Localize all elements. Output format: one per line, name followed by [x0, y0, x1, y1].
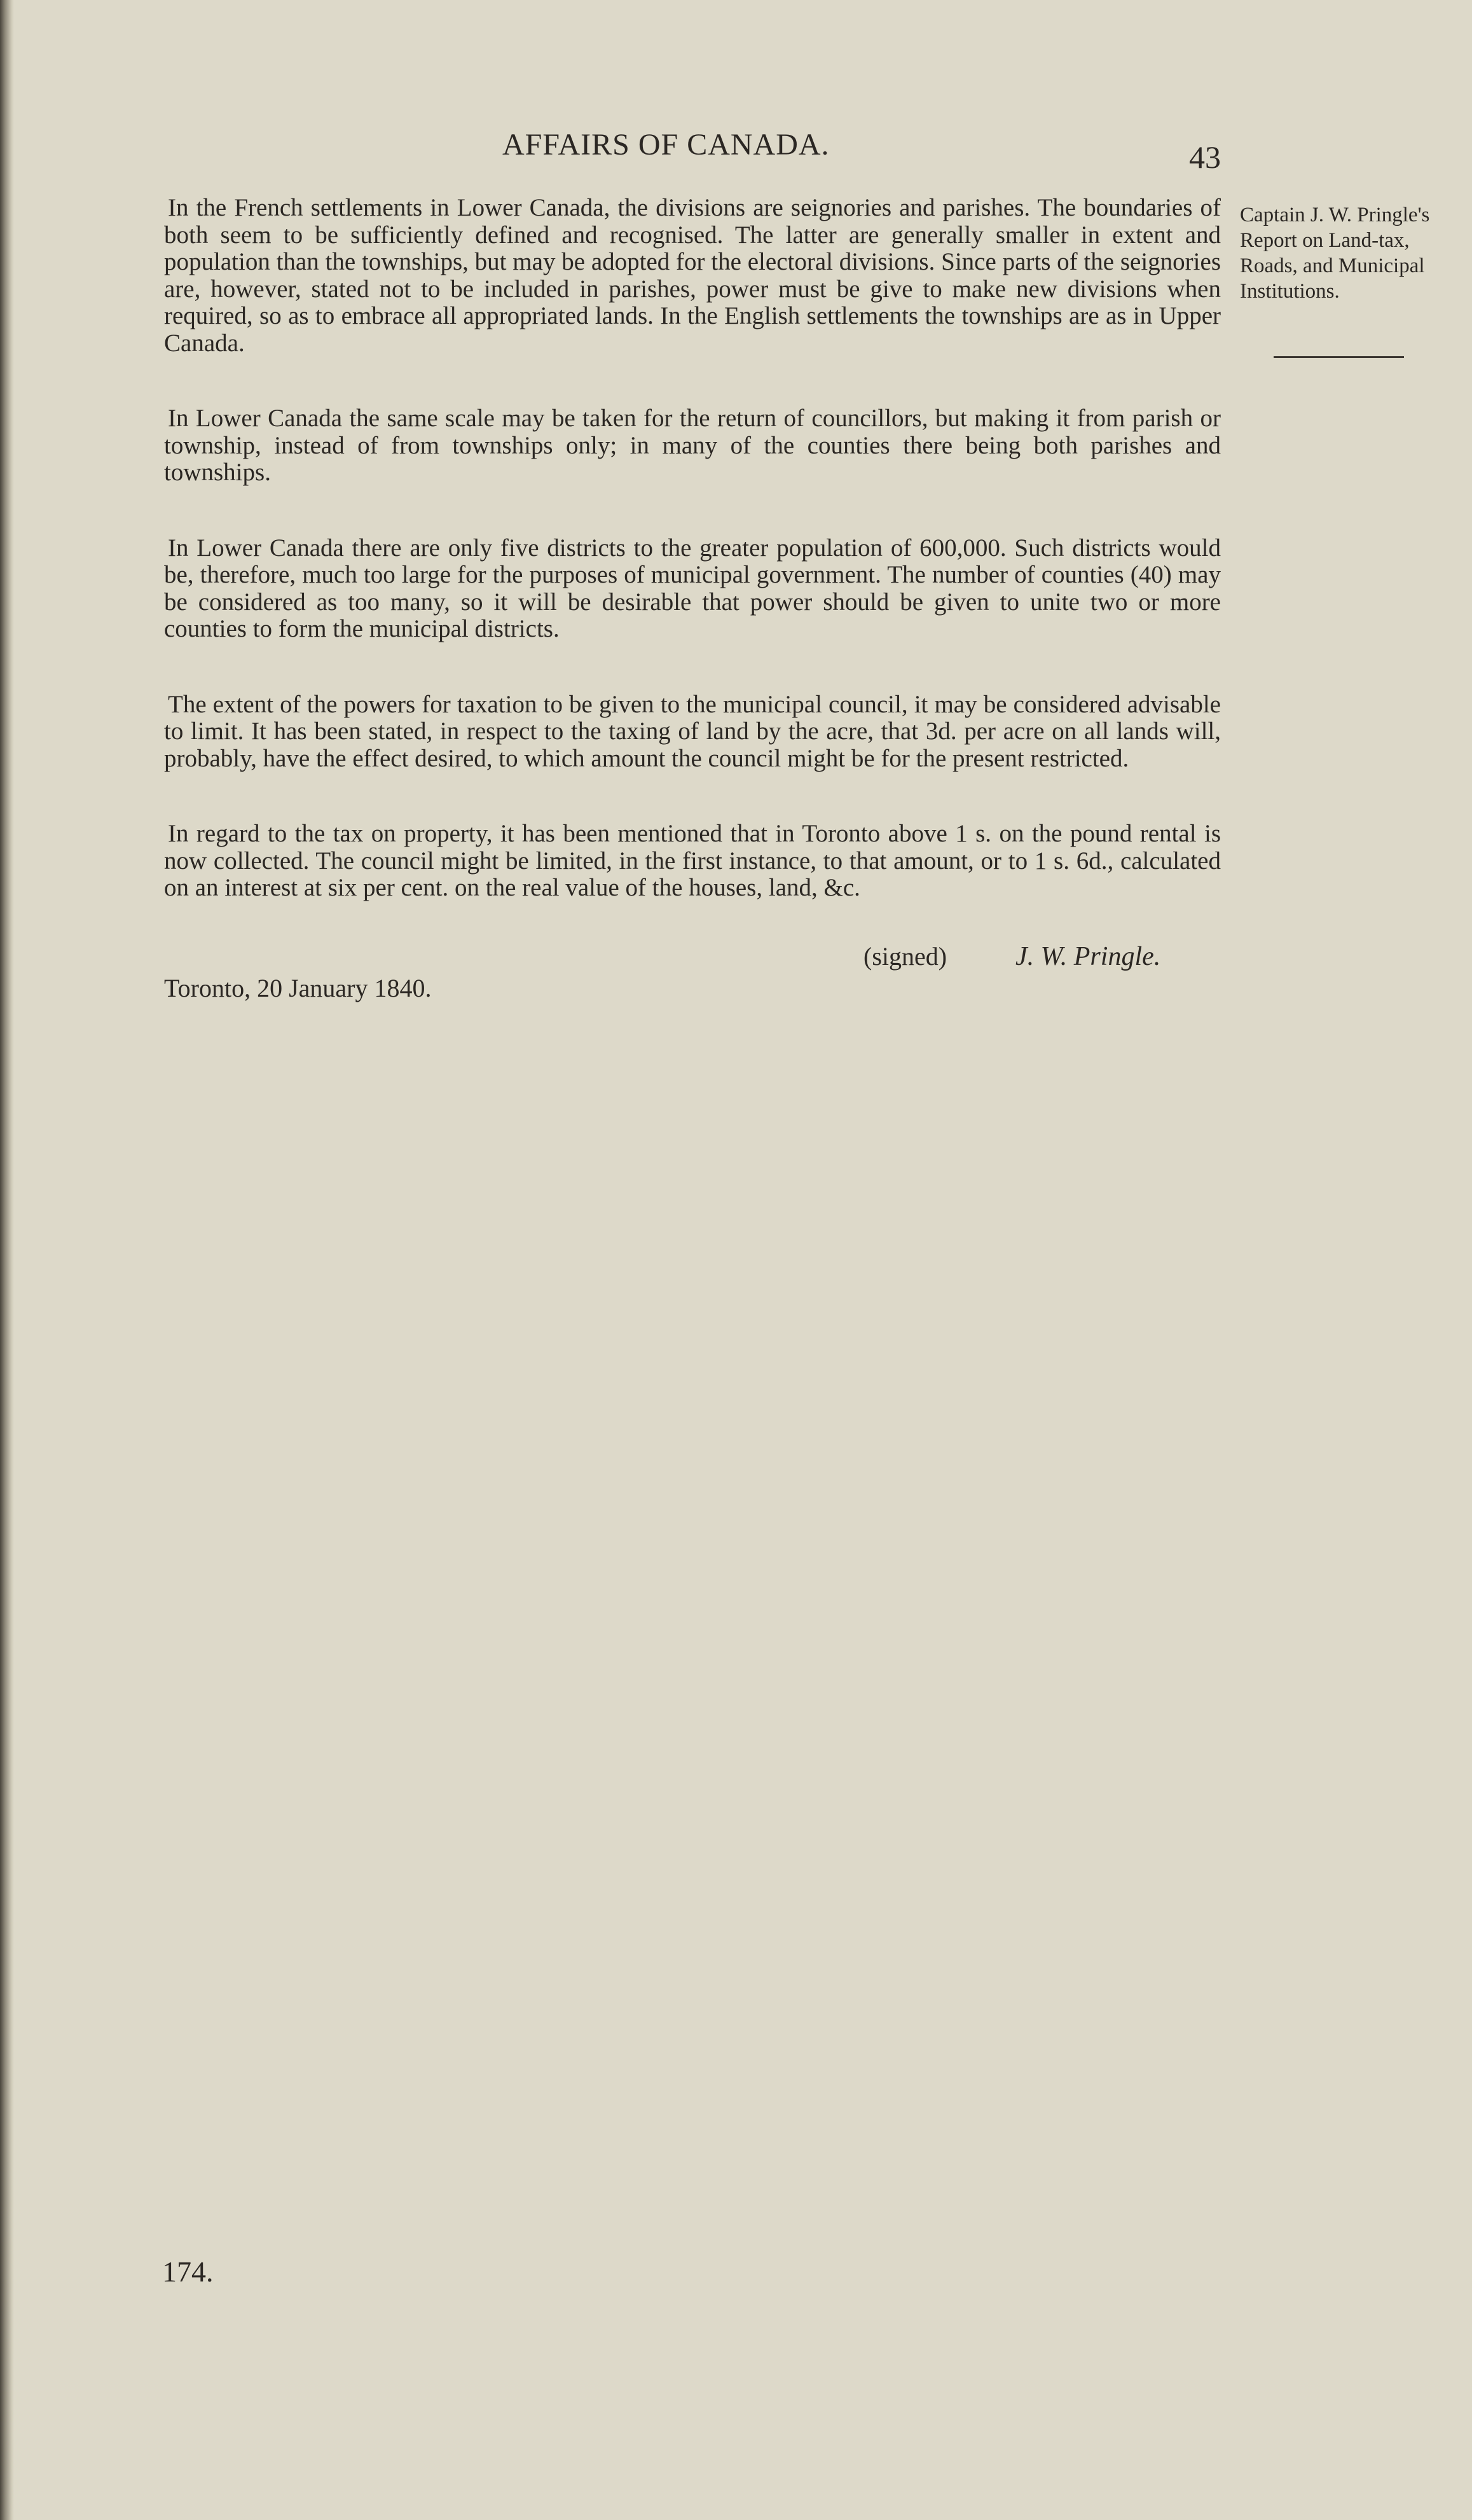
- paragraph-1: In the French settlements in Lower Canada, the divisions are seignories and parishes. The boundaries of both seem to be sufficiently defined and recognised. The latter are generally smaller in extent and population than the townships, but may be adopted for the electoral divisions. Since parts of the seignories are, however, stated not to be included in parishes, power must be give to make new divisions when required, so as to embrace all appropriated lands. In the English settlements the townships are as in Upper Canada.: [164, 194, 1221, 357]
- margin-note: Captain J. W. Pringle's Report on Land-tax, Roads, and Municipal Institutions.: [1240, 204, 1430, 303]
- paragraph-2: In Lower Canada the same scale may be taken for the return of councillors, but making it from parish or township, instead of from townships only; in many of the counties there being both parishes and townships.: [164, 405, 1221, 486]
- page-number: 43: [1189, 139, 1221, 175]
- signed-label: (signed): [863, 942, 947, 971]
- margin-note-rule: [1274, 356, 1404, 358]
- body-text: [164, 195, 1221, 950]
- date-line: Toronto, 20 January 1840.: [164, 974, 432, 1002]
- running-head: AFFAIRS OF CANADA.: [502, 128, 830, 162]
- paragraph-5: In regard to the tax on property, it has been mentioned that in Toronto above 1 s. on the pound rental is now collected. The council might be limited, in the first instance, to that amount, or to 1 s. 6d., calculated on an interest at six per cent. on the real value of the houses, land, &c.: [164, 820, 1221, 901]
- folio-number: 174.: [162, 2255, 214, 2288]
- page-binding-edge: [0, 0, 14, 2520]
- paragraph-4: The extent of the powers for taxation to be given to the municipal council, it may be considered advisable to limit. It has been stated, in respect to the taxing of land by the acre, that 3d. per acre on all lands will, probably, have the effect desired, to which amount the council might be for the present restricted.: [164, 690, 1221, 772]
- paragraph-3: In Lower Canada there are only five districts to the greater population of 600,000. Such districts would be, therefore, much too large for the purposes of municipal government. The number of counties (40) may be considered as too many, so it will be desirable that power should be given to unite two or more counties to form the municipal districts.: [164, 534, 1221, 642]
- signature-name: J. W. Pringle.: [1015, 942, 1161, 971]
